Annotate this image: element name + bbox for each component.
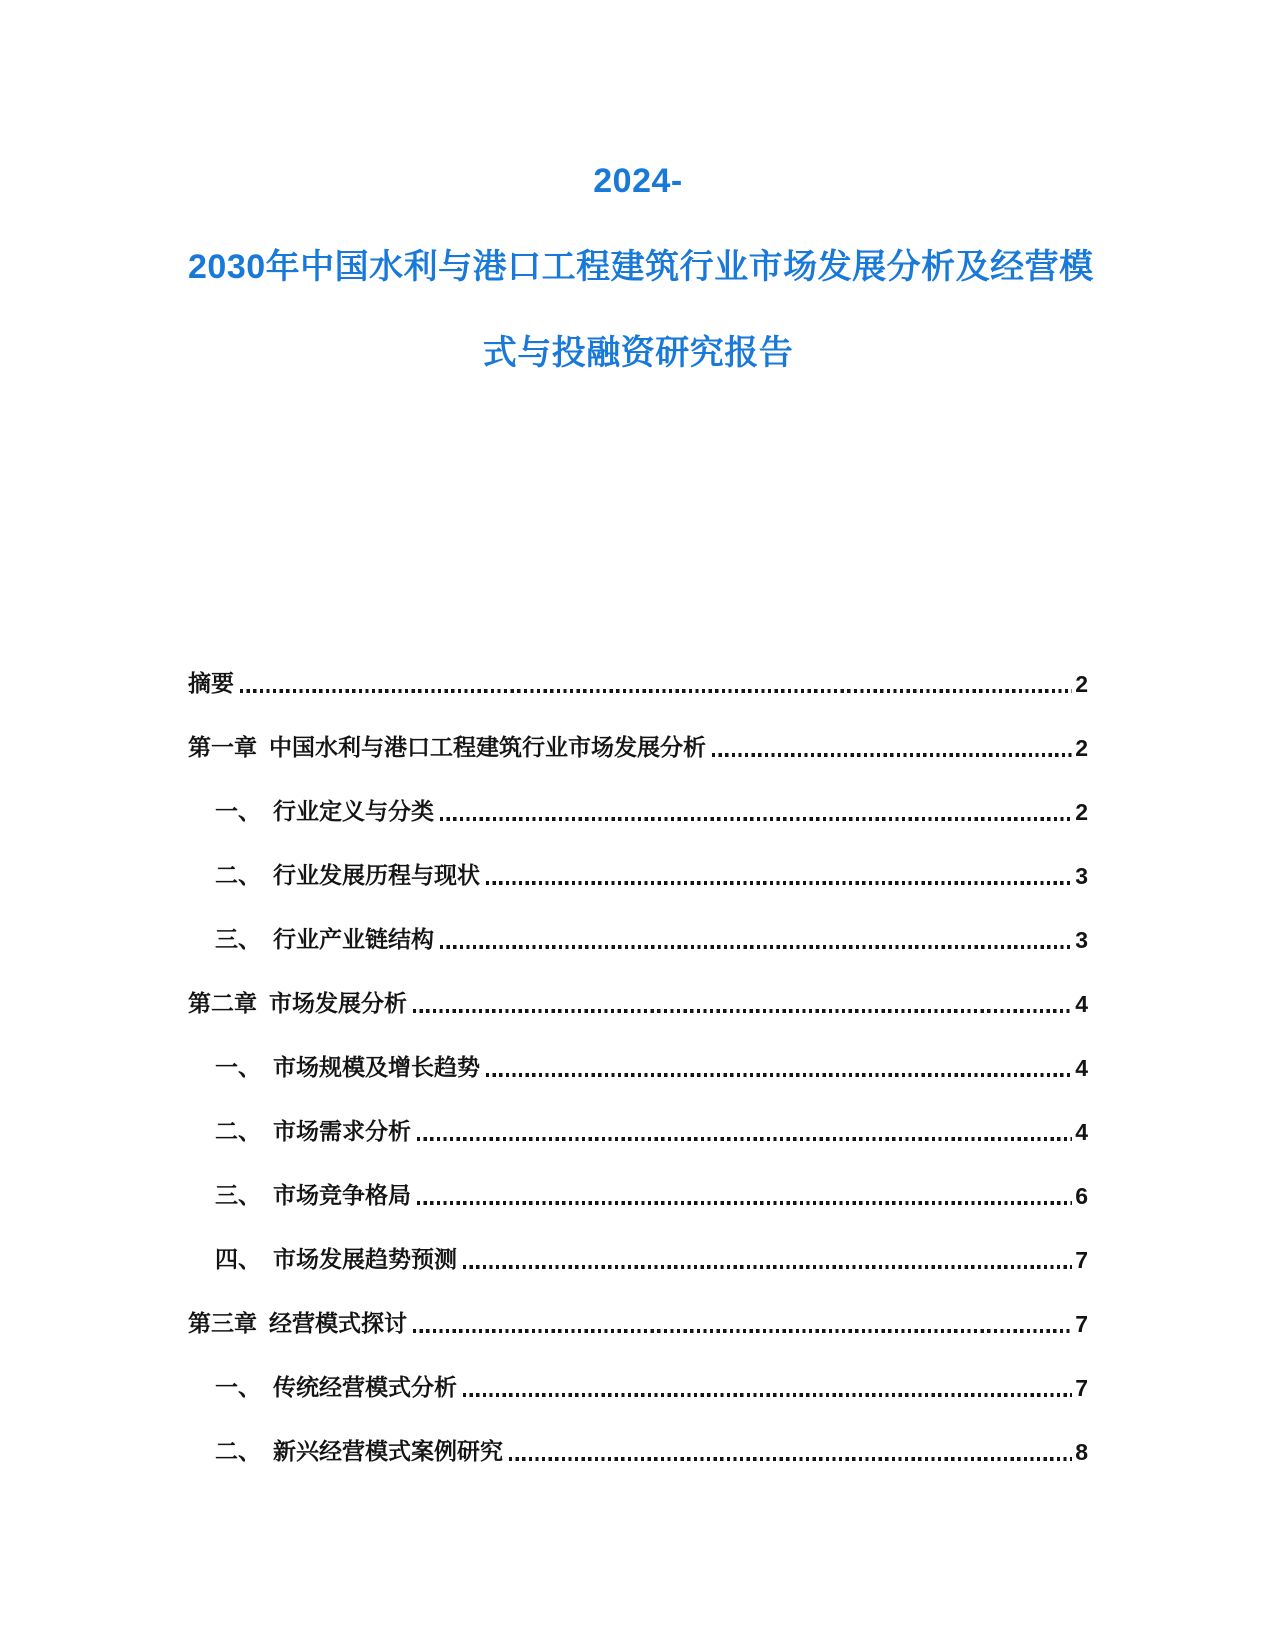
toc-entry-number: 二、 [215, 862, 261, 888]
toc-entry[interactable] [188, 640, 1088, 704]
toc-entry-page: 7 [1075, 1375, 1088, 1401]
toc-entry-number: 第二章 [188, 990, 257, 1016]
toc-entry-page: 8 [1075, 1439, 1088, 1465]
toc-leader-dots [413, 1009, 1072, 1013]
toc-entry-number: 一、 [215, 1374, 261, 1400]
toc-entry-page: 4 [1075, 991, 1088, 1017]
toc-entry-page: 2 [1075, 671, 1088, 697]
toc-entry-label: 市场需求分析 [273, 1118, 411, 1144]
toc-entry-number: 二、 [215, 1438, 261, 1464]
toc-entry-label: 市场发展分析 [269, 990, 407, 1016]
toc-leader-dots [413, 1329, 1072, 1333]
toc-leader-dots [486, 881, 1072, 885]
toc-entry-label: 市场规模及增长趋势 [273, 1054, 480, 1080]
toc-entry[interactable] [188, 704, 1088, 768]
toc-entry[interactable] [188, 960, 1088, 1024]
toc-entry-number: 三、 [215, 926, 261, 952]
toc-entry[interactable] [188, 1088, 1088, 1152]
toc-entry-label: 行业产业链结构 [273, 926, 434, 952]
toc-entry-page: 7 [1075, 1311, 1088, 1337]
report-title-line-3: 式与投融资研究报告 [482, 334, 794, 372]
toc-entry[interactable] [188, 1024, 1088, 1088]
toc-entry[interactable] [188, 1152, 1088, 1216]
toc-entry[interactable] [188, 896, 1088, 960]
toc-entry-label: 传统经营模式分析 [273, 1374, 457, 1400]
toc-entry-label: 市场竞争格局 [273, 1182, 411, 1208]
toc-entry-number: 一、 [215, 798, 261, 824]
toc-entry-label: 行业发展历程与现状 [273, 862, 480, 888]
toc-entry-label: 行业定义与分类 [273, 798, 434, 824]
toc-entry-number: 二、 [215, 1118, 261, 1144]
toc-entry-page: 2 [1075, 735, 1088, 761]
toc-entry-page: 3 [1075, 863, 1088, 889]
toc-entry-page: 6 [1075, 1183, 1088, 1209]
toc-entry-number: 第一章 [188, 734, 257, 760]
toc-entry-page: 7 [1075, 1247, 1088, 1273]
toc-leader-dots [463, 1393, 1072, 1397]
toc-entry-label: 新兴经营模式案例研究 [273, 1438, 503, 1464]
toc-leader-dots [440, 945, 1072, 949]
toc-leader-dots [463, 1265, 1072, 1269]
toc-entry-label: 中国水利与港口工程建筑行业市场发展分析 [269, 734, 706, 760]
toc-entry-page: 4 [1075, 1119, 1088, 1145]
toc-entry-page: 3 [1075, 927, 1088, 953]
table-of-contents [188, 640, 1088, 1472]
toc-leader-dots [417, 1137, 1072, 1141]
toc-leader-dots [240, 689, 1072, 693]
toc-entry-number: 第三章 [188, 1310, 257, 1336]
toc-entry-label: 经营模式探讨 [269, 1310, 407, 1336]
toc-entry[interactable] [188, 832, 1088, 896]
toc-leader-dots [712, 753, 1072, 757]
toc-entry[interactable] [188, 768, 1088, 832]
toc-entry-page: 2 [1075, 799, 1088, 825]
toc-entry[interactable] [188, 1280, 1088, 1344]
toc-entry-label: 市场发展趋势预测 [273, 1246, 457, 1272]
toc-leader-dots [440, 817, 1072, 821]
toc-leader-dots [486, 1073, 1072, 1077]
toc-entry-number: 四、 [215, 1246, 261, 1272]
report-title-line-1: 2024- [593, 162, 683, 200]
toc-entry-page: 4 [1075, 1055, 1088, 1081]
report-title [188, 138, 1094, 396]
toc-entry-label: 摘要 [188, 670, 234, 696]
toc-leader-dots [509, 1457, 1072, 1461]
toc-entry-number: 三、 [215, 1182, 261, 1208]
toc-entry[interactable] [188, 1344, 1088, 1408]
toc-leader-dots [417, 1201, 1072, 1205]
toc-entry-number: 一、 [215, 1054, 261, 1080]
report-title-line-2: 2030年中国水利与港口工程建筑行业市场发展分析及经营模 [188, 248, 1094, 286]
toc-entry[interactable] [188, 1216, 1088, 1280]
toc-entry[interactable] [188, 1408, 1088, 1472]
